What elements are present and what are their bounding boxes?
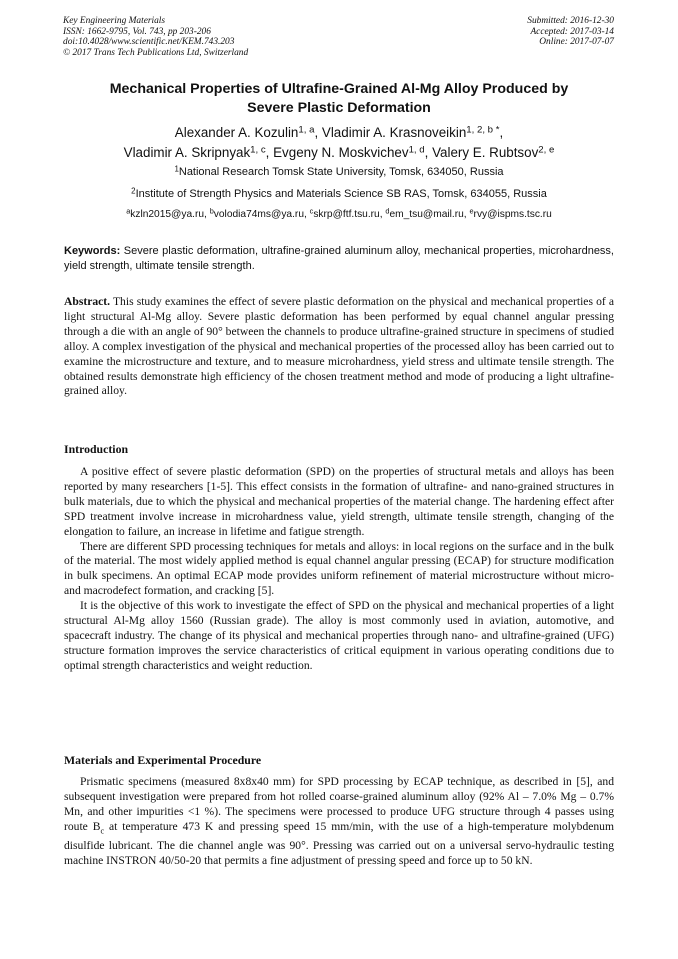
email-key: c xyxy=(309,206,314,216)
submitted-date: Submitted: 2016-12-30 xyxy=(527,16,614,26)
route-subscript: c xyxy=(100,826,105,836)
author-emails: $^a$kzln2015@ya.ru, $^b$volodia74ms@ya.ru, $^c$skrp@ftf.tsu.ru, $^d$em_tsu@mail.ru, $^e$rvy@ispms.tsc.ru xyxy=(126,206,552,220)
materials-heading: Materials and Experimental Procedure xyxy=(64,753,262,767)
paper-title xyxy=(40,80,638,118)
affiliation-2 xyxy=(40,188,638,200)
materials-text: Prismatic specimens (measured 8x8x40 mm) for SPD processing by ECAP technique, as described in [5], and subsequent investigation were prepared from hot rolled coarse-grained aluminum alloy (92% Al – 7.0% Mg – 0.7% Mn, and other impurities <1 %). The specimens were processed to produce UFG structure through 4 passes using route B xyxy=(64,775,614,833)
abstract-label: Abstract. xyxy=(64,295,111,308)
abstract-text: This study examines the effect of severe plastic deformation on the physical and mechanical properties of a light structural Al-Mg alloy. Severe plastic deformation has been performed by equal channel angular pressing through a die with an angle of 90° between the channels to produce ultrafine-grained structure in specimens of studied alloy. A complex investigation of the physical and mechanical properties of the processed alloy has been carried out to examine the microstructure and texture, and to measure microhardness, yield stress and ultimate tensile strength. The obtained results demonstrate high efficiency of the chosen treatment method and mode of producing a light ultrafine-grained alloy. xyxy=(64,295,614,398)
keywords xyxy=(64,244,614,273)
email-address[interactable]: kzln2015@ya.ru xyxy=(130,209,205,220)
author-superscript: 1, d xyxy=(408,144,425,156)
author-superscript: 1, a xyxy=(298,124,315,136)
affiliation-text: National Research Tomsk State University, Tomsk, 634050, Russia xyxy=(178,166,504,178)
author-name: Vladimir A. Skripnyak xyxy=(123,144,251,160)
author-name: Alexander A. Kozulin xyxy=(174,125,299,140)
author-name: Evgeny N. Moskvichev xyxy=(273,144,409,160)
title-line-1: Mechanical Properties of Ultrafine-Grained Al-Mg Alloy Produced by xyxy=(109,81,569,97)
journal-issn: ISSN: 1662-9795, Vol. 743, pp 203-206 xyxy=(63,26,211,37)
author-list xyxy=(40,123,638,162)
email-address[interactable]: rvy@ispms.tsc.ru xyxy=(473,209,552,220)
materials-body xyxy=(64,775,614,869)
affiliation-text: Institute of Strength Physics and Materials Science SB RAS, Tomsk, 634055, Russia xyxy=(135,188,547,200)
affiliation-1 xyxy=(40,166,638,178)
title-line-2: Severe Plastic Deformation xyxy=(247,100,431,116)
introduction-paragraph: A positive effect of severe plastic deformation (SPD) on the properties of structural metals and alloys has been reported by many researchers [1-5]. This effect consists in the formation of ultrafine- and nano-grained structures in bulk materials, due to which the physical and mechanical properties of the material change. The hardening effect after SPD treatment involve increase in microhardness value, yield strength, ultimate tensile strength, changing of the elongation to failure, an increase in lifetime and fatigue strength. xyxy=(64,465,614,538)
author-line-2: Vladimir A. Skripnyak$^{1, c}$, Evgeny N. Moskvichev$^{1, d}$, Valery E. Rubtsov$^{2, e}$ xyxy=(123,144,555,160)
materials-paragraph xyxy=(64,775,614,869)
online-date: Online: 2017-07-07 xyxy=(539,37,614,48)
introduction-paragraph: It is the objective of this work to investigate the effect of SPD on the physical and mechanical properties of a light structural Al-Mg alloy 1560 (Russian grade). The alloy is most commonly used in aviation, automotive, and spacecraft industry. The change of its physical and mechanical properties through nano- and ultrafine-grained (UFG) structure formation improves the service characteristics of critical equipment in various operating conditions due to optimal strength characteristics and weight reduction. xyxy=(64,599,614,672)
author-name: Vladimir A. Krasnoveikin xyxy=(321,125,467,140)
email-key: b xyxy=(209,206,214,216)
journal-name: Key Engineering Materials xyxy=(63,16,166,26)
abstract xyxy=(64,295,614,399)
materials-text-rest: at temperature 473 K and pressing speed 15 mm/min, with the use of a high-temperature molybdenum disulfide lubricant. The die channel angle was 90°. Pressing was carried out on a universal servo-hydraulic testing machine INSTRON 40/50-20 that permits a fine adjustment of pressing speed and force up to 50 kN. xyxy=(64,819,614,867)
author-superscript: 2, e xyxy=(538,144,555,156)
email-key: a xyxy=(126,206,131,216)
author-superscript: 1, c xyxy=(250,144,266,156)
email-key: e xyxy=(469,206,474,216)
keywords-label: Keywords: xyxy=(64,245,121,257)
journal-copyright: © 2017 Trans Tech Publications Ltd, Switzerland xyxy=(63,47,249,58)
author-name: Valery E. Rubtsov xyxy=(432,144,539,160)
email-key: d xyxy=(385,206,390,216)
journal-doi: doi:10.4028/www.scientific.net/KEM.743.203 xyxy=(63,37,235,48)
journal-info xyxy=(63,16,248,58)
email-address[interactable]: skrp@ftf.tsu.ru xyxy=(313,209,380,220)
introduction-heading: Introduction xyxy=(64,442,129,456)
affiliation-number: 1 xyxy=(174,164,179,174)
author-superscript: 1, 2, b * xyxy=(466,124,500,136)
accepted-date: Accepted: 2017-03-14 xyxy=(530,26,614,37)
author-line-1: Alexander A. Kozulin$^{1, a}$, Vladimir A. Krasnoveikin$^{1, 2, b *}$, xyxy=(174,124,504,140)
introduction-body xyxy=(64,465,614,674)
affiliation-number: 2 xyxy=(131,186,136,196)
keywords-text: Severe plastic deformation, ultrafine-grained aluminum alloy, mechanical properties, microhardness, yield strength, ultimate tensile strength. xyxy=(64,245,614,272)
submission-dates xyxy=(527,16,614,48)
email-address[interactable]: volodia74ms@ya.ru xyxy=(213,209,304,220)
email-address[interactable]: em_tsu@mail.ru xyxy=(389,209,464,220)
introduction-paragraph: There are different SPD processing techniques for metals and alloys: in local regions on the surface and in the bulk of the material. The most widely applied method is equal channel angular pressing (ECAP) for structure modification in bulk specimens. An optimal ECAP mode provides uniform refinement of material microstructure without micro- and macrodefect formation, and cracking [5]. xyxy=(64,539,614,598)
